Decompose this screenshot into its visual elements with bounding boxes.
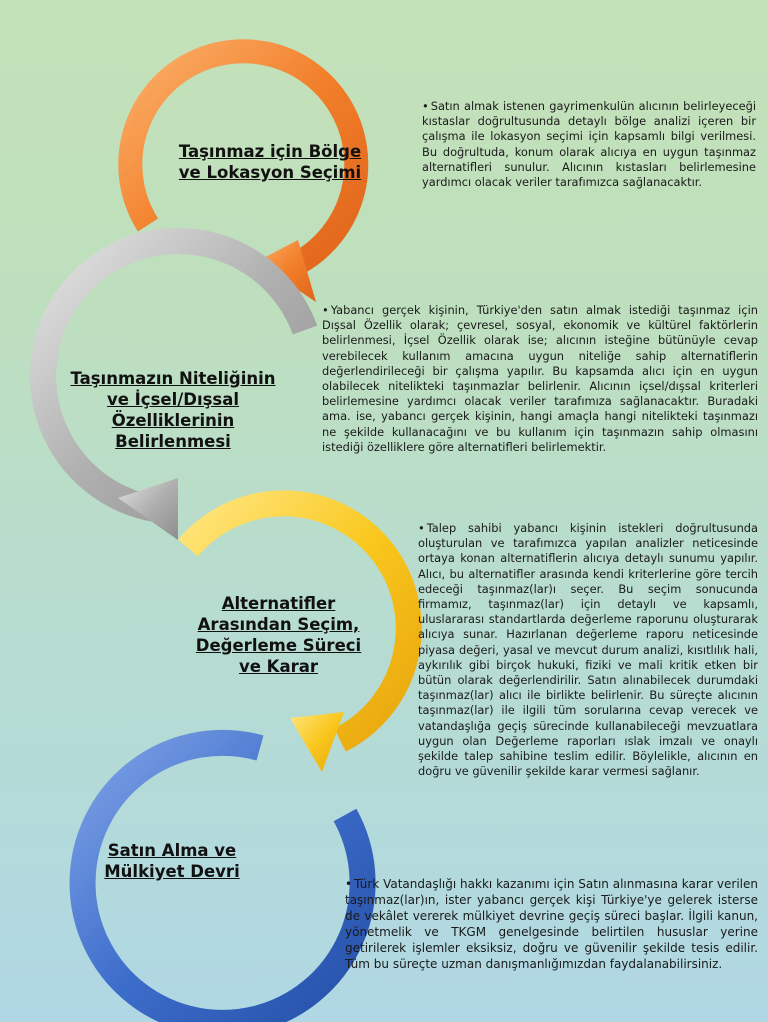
bullet: •: [418, 521, 425, 535]
step-1-description: • Satın almak istenen gayrimenkulün alıcının belirleyeceği kıstaslar doğrultusunda detaylı bölge analizi içeren bir çalışma ile lokasyon seçimi için kapsamlı bilgi verilmesi. Bu doğrultuda, konum olarak alıcıya en uygun taşınmaz alternatifleri sunulur. Alıcının kıstasları belirlemesine yardımcı olacak veriler tarafımızca sağlanacaktır.: [422, 99, 756, 190]
bullet: •: [322, 303, 329, 317]
step-2-title: Taşınmazın Niteliğinin ve İçsel/Dışsal Özelliklerinin Belirlenmesi: [70, 369, 276, 451]
step-3-description: • Talep sahibi yabancı kişinin istekleri doğrultusunda oluşturulan ve tarafımızca yapılan analizler neticesinde ortaya konan alternatiflerin alıcıya detaylı sunumu yapılır. Alıcı, bu alternatifler arasında kendi kriterlerine göre tercih edeceği taşınmaz(lar)ı seçer. Bu seçim sonucunda firmamız, taşınmaz(lar) için detaylı ve kapsamlı, uluslararası standartlarda değerleme raporunu oluşturarak alıcıya sunar. Hazırlanan değerleme raporu neticesinde piyasa değeri, yasal ve mevcut durum analizi, kısıtlılık hali, aykırılık gibi birçok hukuki, fiziki ve mali kritik etken bir bütün olarak değerlendirilir. Satın alınabilecek durumdaki taşınmaz(lar) alıcı ile birlikte belirlenir. Bu süreçte alıcının taşınmaz(lar) ile ilgili tüm sorularına cevap verecek ve vatandaşlığa geçiş sürecinde kullanabileceği mevzuatlara uygun olan Değerleme raporları ıslak imzalı ve onaylı şekilde talep sahibine teslim edilir. Böylelikle, alıcının en doğru ve güvenilir şekilde karar vermesi sağlanır.: [418, 521, 758, 779]
step-3-title: Alternatifler Arasından Seçim, Değerleme Süreci ve Karar: [195, 594, 362, 676]
bullet: •: [345, 877, 353, 891]
arrow-step-4: [83, 743, 363, 1022]
step-1-title: Taşınmaz için Bölge ve Lokasyon Seçimi: [178, 142, 362, 182]
step-4-description: • Türk Vatandaşlığı hakkı kazanımı için Satın alınmasına karar verilen taşınmaz(lar)ın, ister yabancı gerçek kişi Türkiye'ye gelerek isterse de vekâlet vererek mülkiyet devrine geçiş süreci başlar. İlgili kanun, yönetmelik ve TKGM genelgesinde belirtilen hususlar yerine getirilerek işlemler eksiksiz, doğru ve güvenilir şekilde tesis edilir. Tüm bu süreçte uzman danışmanlığımızdan faydalanabilirsiniz.: [345, 877, 758, 971]
bullet: •: [422, 99, 429, 113]
step-4-title: Satın Alma ve Mülkiyet Devri: [104, 841, 240, 881]
step-2-description: • Yabancı gerçek kişinin, Türkiye'den satın almak istediği taşınmaz için Dışsal Özellik olarak; çevresel, sosyal, ekonomik ve kültürel faktörlerin belirlenmesi, İçsel Özellik olarak ise; alıcının isteğine bütünüyle cevap verebilecek kullanım amacına uygun niteliğe sahip alternatiflerin değerlendirileceği bir çalışma yapılır. Bu kapsamda alıcı için en uygun olabilecek nitelikteki taşınmazlar belirlenir. Alıcının içsel/dışsal kriterleri belirlemesine yardımcı olacak veriler tarafımıza sağlanacaktır. Buradaki ama. ise, yabancı gerçek kişinin, hangi amaçla hangi nitelikteki taşınmazı ne şekilde kullanacağını ve bu kullanım için taşınmazın sahip olmasını istediği özelliklere göre alternatifleri belirlemektir.: [322, 303, 758, 454]
